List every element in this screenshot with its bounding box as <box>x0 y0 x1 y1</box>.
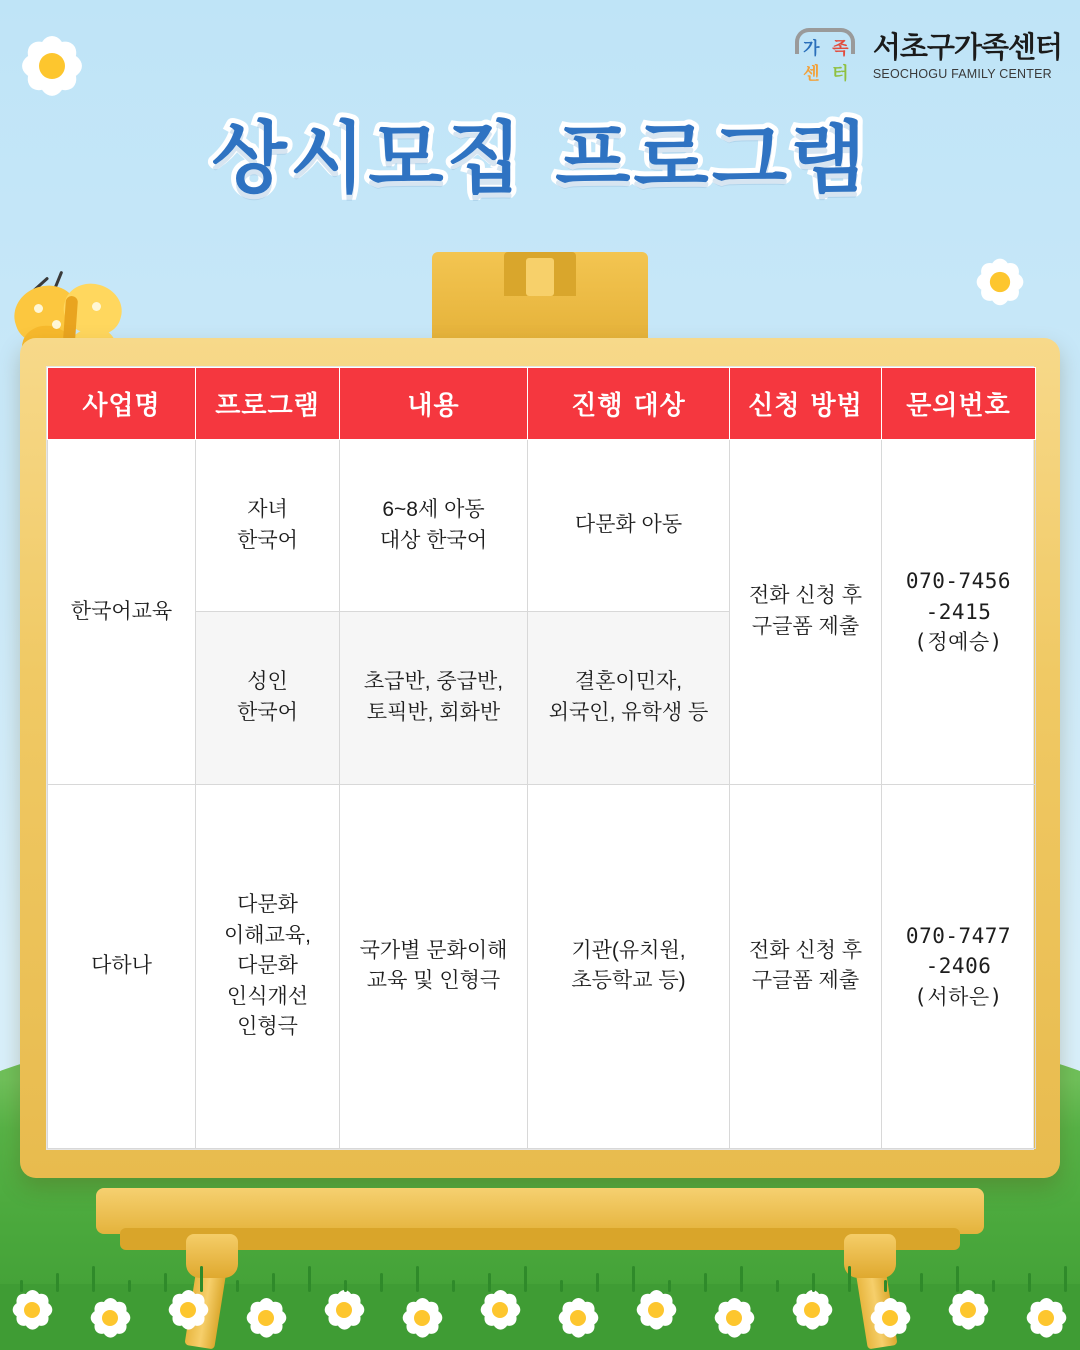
column-header-business: 사업명 <box>48 368 196 440</box>
column-header-method: 신청 방법 <box>730 368 882 440</box>
easel-clip <box>504 252 576 296</box>
logo-char-2: 족 <box>832 39 849 58</box>
cell-business-2: 다하나 <box>48 784 196 1148</box>
grass-blade <box>452 1280 455 1292</box>
grass-blade <box>740 1266 743 1292</box>
daisy-icon <box>712 1296 756 1340</box>
grass-blade <box>884 1280 887 1292</box>
grass-blade <box>848 1266 851 1292</box>
grass-blade <box>632 1266 635 1292</box>
grass-blade <box>1064 1266 1067 1292</box>
cell-target-2: 기관(유치원, 초등학교 등) <box>528 784 730 1148</box>
daisy-icon <box>10 1288 54 1332</box>
daisy-icon <box>790 1288 834 1332</box>
daisy-icon <box>88 1296 132 1340</box>
cell-content-2: 국가별 문화이해 교육 및 인형극 <box>340 784 528 1148</box>
grass-blade <box>704 1273 707 1292</box>
grass-blade <box>380 1273 383 1292</box>
cell-content-0: 6~8세 아동 대상 한국어 <box>340 440 528 612</box>
grass-blade <box>776 1280 779 1292</box>
daisy-icon <box>634 1288 678 1332</box>
center-logo <box>789 26 1062 88</box>
grass-blade <box>488 1273 491 1292</box>
cell-program-0: 자녀 한국어 <box>196 440 340 612</box>
daisy-icon <box>556 1296 600 1340</box>
logo-char-4: 터 <box>832 64 849 83</box>
grass-blade <box>992 1280 995 1292</box>
easel-knob-right <box>844 1234 896 1278</box>
cell-target-0: 다문화 아동 <box>528 440 730 612</box>
table-row <box>48 784 1036 1148</box>
grass-blade <box>416 1266 419 1292</box>
cell-method-0: 전화 신청 후 구글폼 제출 <box>730 440 882 785</box>
program-table <box>47 367 1036 1149</box>
grass-blade <box>92 1266 95 1292</box>
daisy-icon <box>946 1288 990 1332</box>
column-header-phone: 문의번호 <box>882 368 1036 440</box>
logo-char-3: 센 <box>803 64 820 83</box>
daisy-icon <box>322 1288 366 1332</box>
grass-blade <box>560 1280 563 1292</box>
grass-blade <box>236 1280 239 1292</box>
cell-content-1: 초급반, 중급반, 토픽반, 회화반 <box>340 612 528 784</box>
flower-border <box>0 1274 1080 1344</box>
grass-blade <box>20 1280 23 1292</box>
grass-blade <box>56 1273 59 1292</box>
grass-blade <box>524 1266 527 1292</box>
family-center-logo-icon <box>789 26 861 88</box>
column-header-target: 진행 대상 <box>528 368 730 440</box>
grass-blade <box>164 1273 167 1292</box>
grass-blade <box>308 1266 311 1292</box>
grass-blade <box>1028 1273 1031 1292</box>
cell-phone-2: 070-7477 -2406 (서하은) <box>882 784 1036 1148</box>
table-row <box>48 440 1036 612</box>
logo-char-1: 가 <box>803 39 820 58</box>
grass-blade <box>920 1273 923 1292</box>
grass-blade <box>956 1266 959 1292</box>
grass-blade <box>344 1280 347 1292</box>
column-header-program: 프로그램 <box>196 368 340 440</box>
logo-text-block <box>873 33 1062 80</box>
grass-blade <box>812 1273 815 1292</box>
page-title: 상시모집 프로그램 <box>211 114 869 204</box>
grass-blade <box>596 1273 599 1292</box>
easel-knob-left <box>186 1234 238 1278</box>
daisy-icon <box>868 1296 912 1340</box>
cell-program-2: 다문화 이해교육, 다문화 인식개선 인형극 <box>196 784 340 1148</box>
daisy-icon <box>400 1296 444 1340</box>
cell-phone-0: 070-7456 -2415 (정예승) <box>882 440 1036 785</box>
daisy-icon <box>1024 1296 1068 1340</box>
cell-business-0: 한국어교육 <box>48 440 196 785</box>
cell-method-2: 전화 신청 후 구글폼 제출 <box>730 784 882 1148</box>
program-table-container <box>46 366 1034 1150</box>
daisy-icon <box>478 1288 522 1332</box>
daisy-icon <box>244 1296 288 1340</box>
center-name-en: SEOCHOGU FAMILY CENTER <box>872 66 1052 81</box>
column-header-content: 내용 <box>340 368 528 440</box>
daisy-icon <box>166 1288 210 1332</box>
table-header-row <box>48 368 1036 440</box>
cell-target-1: 결혼이민자, 외국인, 유학생 등 <box>528 612 730 784</box>
grass-blade <box>272 1273 275 1292</box>
easel-tray-lip <box>120 1228 960 1250</box>
grass-blade <box>128 1280 131 1292</box>
grass-blade <box>200 1266 203 1292</box>
center-name-kr: 서초구가족센터 <box>872 32 1062 65</box>
cell-program-1: 성인 한국어 <box>196 612 340 784</box>
grass-blade <box>668 1280 671 1292</box>
